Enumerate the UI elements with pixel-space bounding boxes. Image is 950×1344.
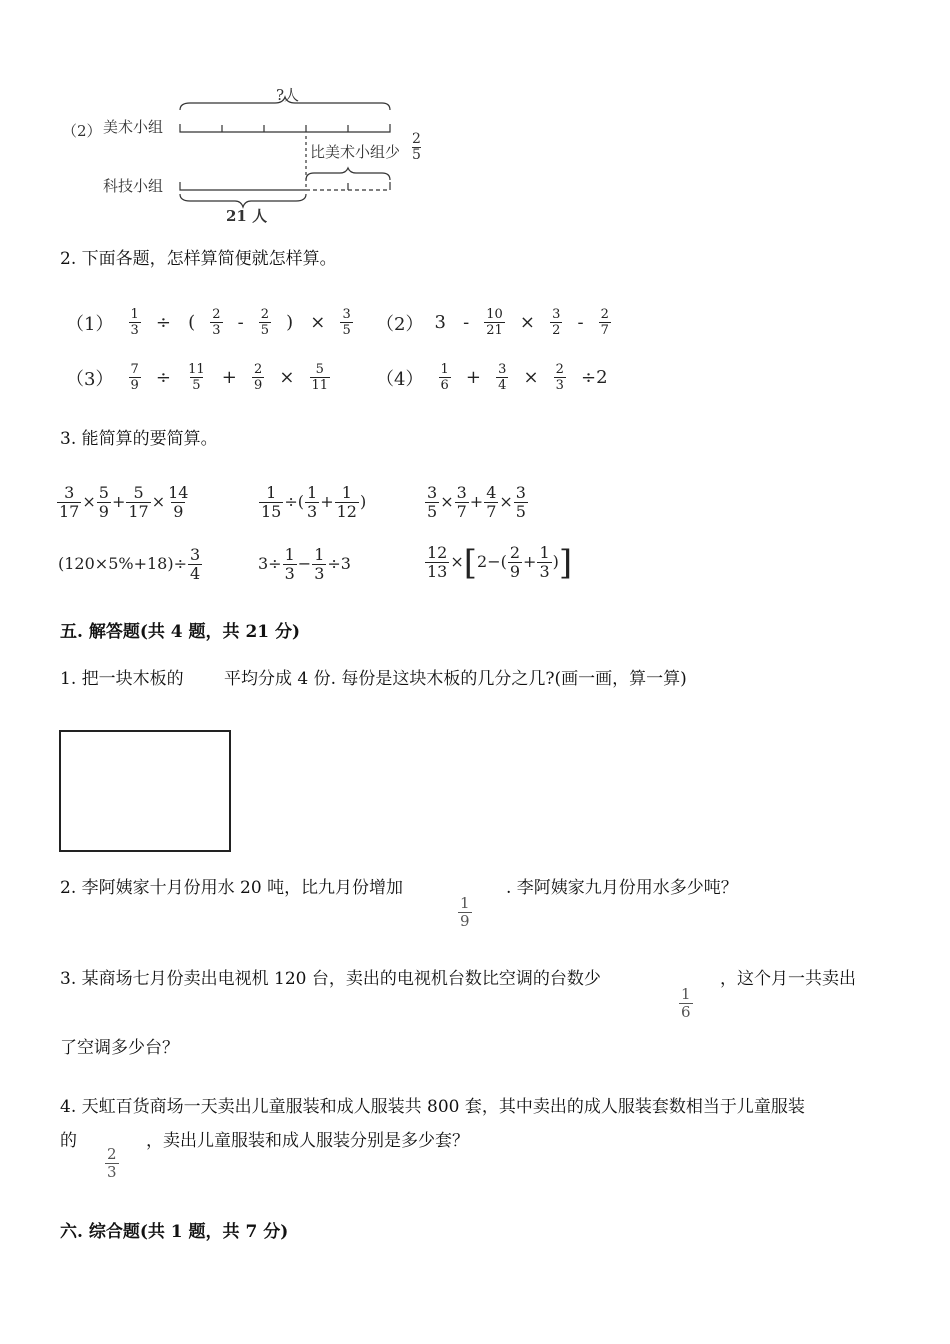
q3-expr-4: (120×5%+18)÷ $\frac{3}{4}$ [58, 545, 201, 583]
q3-expr-3: $\frac{3}{5}$ × $\frac{3}{7}$ + $\frac{4}{7}$ × $\frac{3}{5}$ [427, 483, 526, 521]
section5-title: 五. 解答题(共 4 题，共 21 分) [60, 622, 301, 642]
q3-expr-1: $\frac{3}{17}$ × $\frac{5}{9}$ + $\frac{5}{17}$ × $\frac{14}{9}$ [59, 483, 189, 521]
s5-q4-part-c: ，卖出儿童服装和成人服装分别是多少套？ [146, 1131, 469, 1151]
diagram-diff-label: 比美术小组少 [310, 143, 401, 161]
q2-title: 2. 下面各题，怎样算简便就怎样算。 [60, 249, 337, 269]
q2-problem-2: （2） 3 - $\frac{10}{21}$ × $\frac{3}{2}$ - $\frac{2}{7}$ [376, 307, 609, 338]
s5-q2-part-a: 2. 李阿姨家十月份用水 20 吨，比九月份增加 [60, 878, 404, 898]
diagram-diff-fraction: 2 5 [412, 131, 421, 163]
q2-problem-4: （4） $\frac{1}{6}$ + $\frac{3}{4}$ × $\frac{2}{3}$ ÷2 [376, 362, 608, 393]
diagram-lines [0, 0, 450, 230]
diagram-row2-label: 科技小组 [103, 177, 164, 195]
s5-q1-part-a: 1. 把一块木板的 [60, 669, 184, 689]
s5-q3-part-a: 3. 某商场七月份卖出电视机 120 台，卖出的电视机台数比空调的台数少 [60, 969, 601, 989]
s5-q3-part-b: ，这个月一共卖出 [720, 969, 856, 989]
diagram-bottom-label: 21 人 [226, 207, 268, 225]
q2-problem-3: （3） $\frac{7}{9}$ ÷ $\frac{11}{5}$ + $\frac{2}{9}$ × $\frac{5}{11}$ [66, 362, 329, 393]
s5-q3-fraction: 1 6 [681, 985, 691, 1021]
section6-title: 六. 综合题(共 1 题，共 7 分) [60, 1222, 289, 1242]
q3-expr-6: $\frac{12}{13}$ ×[2−( $\frac{2}{9}$ + $\frac{1}{3}$ )] [427, 542, 573, 583]
s5-q2-fraction: 1 9 [460, 894, 470, 930]
s5-q2-part-b: . 李阿姨家九月份用水多少吨？ [506, 878, 738, 898]
s5-q4-part-a: 4. 天虹百货商场一天卖出儿童服装和成人服装共 800 套，其中卖出的成人服装套数相当于儿童服装 [60, 1097, 805, 1117]
diagram-question: ?人 [276, 86, 300, 104]
s5-q3-part-c: 了空调多少台？ [60, 1038, 179, 1058]
q3-title: 3. 能简算的要简算。 [60, 429, 218, 449]
s5-q4-part-b: 的 [60, 1131, 77, 1151]
drawing-rectangle [59, 730, 231, 852]
diagram-index: （2） [62, 122, 102, 140]
q2-problem-1: （1） $\frac{1}{3}$ ÷ ( $\frac{2}{3}$ - $\frac{2}{5}$ ) × $\frac{3}{5}$ [66, 307, 351, 338]
q3-expr-5: 3÷ $\frac{1}{3}$ − $\frac{1}{3}$ ÷3 [258, 545, 351, 583]
diagram-row1-label: 美术小组 [103, 118, 164, 136]
q3-expr-2: $\frac{1}{15}$ ÷( $\frac{1}{3}$ + $\frac{1}{12}$ ) [261, 483, 367, 521]
s5-q1-part-b: 平均分成 4 份. 每份是这块木板的几分之几?(画一画，算一算) [224, 669, 687, 689]
s5-q4-fraction: 2 3 [107, 1145, 117, 1181]
